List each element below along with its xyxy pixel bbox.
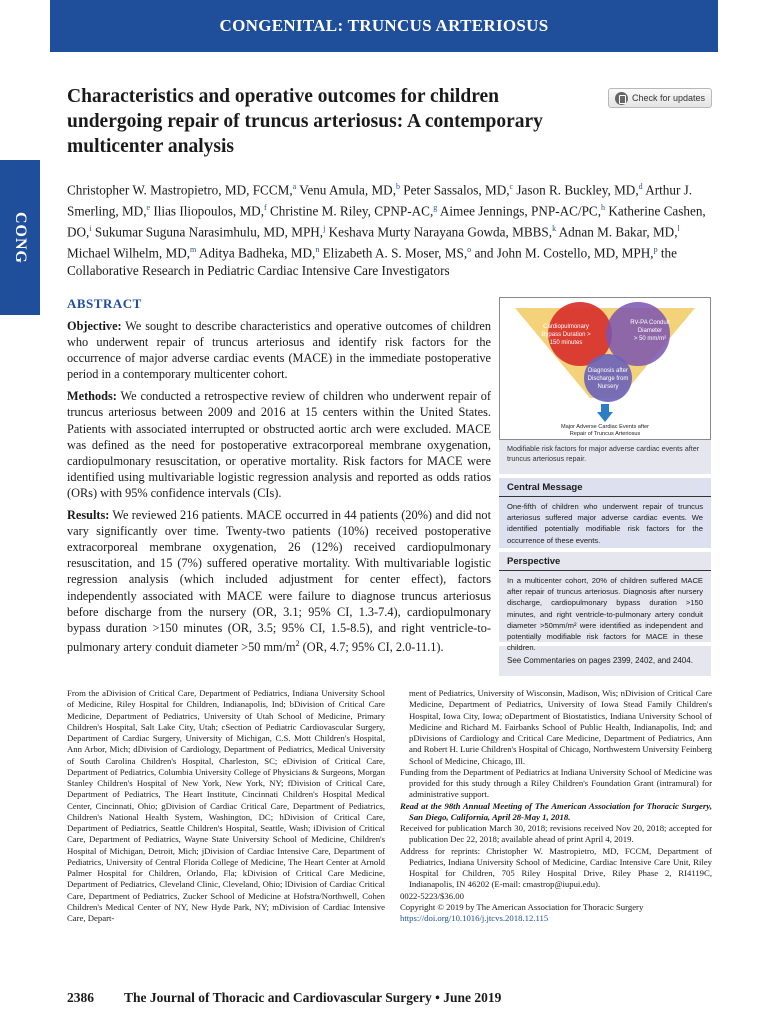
perspective-heading: Perspective — [499, 552, 711, 571]
author-name: Elizabeth A. S. Moser, MS, — [319, 245, 468, 261]
author-affiliation-mark: a — [292, 182, 297, 191]
author-name: and John M. Costello, MD, MPH, — [471, 245, 654, 261]
author-affiliation-mark: g — [433, 202, 438, 212]
methods-text: We conducted a retrospective review of children who underwent repair of truncus arteriosus between 2009 and 2016 at 15 centers within the United States. Patients with associated interrupted or obstructed aortic arch were excluded. MACE was defined as the need for postoperative extracorporeal membrane oxygenation, cardiopulmonary resuscitation, or operative mortality. Risk factors for MACE were identified using multivariable logistic regression analysis and reported as odds ratios (ORs) with 95% confidence intervals (CIs). — [67, 389, 491, 500]
graphical-abstract-figure — [500, 298, 710, 439]
page-footer — [67, 990, 707, 1006]
outcome-label-2: Repair of Truncus Arteriosus — [569, 431, 641, 437]
author-name: Aimee Jennings, PNP-AC/PC, — [437, 203, 602, 219]
copyright: Copyright © 2019 by The American Association for Thoracic Surgery — [400, 901, 644, 912]
funding-note: Funding from the Department of Pediatrics at Indiana University School of Medicine was provided for this study through a Riley Children's Foundation Grant (intramural) for administrative support. — [400, 766, 712, 800]
author-affiliation-mark: k — [552, 223, 557, 233]
check-for-updates-label: Check for updates — [632, 93, 706, 103]
abstract-methods — [67, 388, 491, 501]
meeting-note-text: Read at the 98th Annual Meeting of The American Association for Thoracic Surgery, San Diego, California, April 28-May 1, 2018. — [400, 800, 712, 822]
bypass-label-3: 150 minutes — [549, 340, 583, 346]
received-note: Received for publication March 30, 2018; revisions received Nov 20, 2018; accepted for publication Dec 22, 2018; available ahead of print April 4, 2019. — [400, 823, 712, 845]
author-name: Aditya Badheka, MD, — [196, 245, 316, 261]
author-affiliation-mark: l — [677, 223, 680, 233]
conduit-label-2: Diameter — [637, 328, 663, 334]
results-superscript: 2 — [295, 638, 300, 648]
results-text: We reviewed 216 patients. MACE occurred in 44 patients (20%) and did not vary significantly over time. Twenty-two patients (10%) received postoperative extracorporeal membrane oxygenation, 26 (12%) received cardiopulmonary resuscitation, and 15 (7%) suffered operative mortality. With multivariable logistic regression analysis (which included adjustment for center effect), factors independently associated with MACE were failure to diagnose truncus arteriosus before discharge from the nursery (OR, 3.1; 95% CI, 1.3-7.4), cardiopulmonary bypass duration >150 minutes (OR, 3.5; 95% CI, 1.5-8.5), and right ventricle-to-pulmonary artery conduit diameter >50 mm/m — [67, 508, 491, 654]
meeting-note — [400, 801, 712, 824]
central-message-heading: Central Message — [499, 478, 711, 497]
author-name: Venu Amula, MD, — [296, 182, 396, 198]
author-list — [67, 178, 707, 280]
commentaries-note: See Commentaries on pages 2399, 2402, and 2404. — [499, 646, 711, 676]
reprint-address: Address for reprints: Christopher W. Mastropietro, MD, FCCM, Department of Pediatrics, Indiana University School of Medicine, Cardiac Intensive Care Unit, Riley Hospital for Children, 705 Riley Hospital Drive, Riley Phase 2, RI4119C, Indianapolis, IN 46202 (E-mail: cmastrop@iupui.edu). — [400, 845, 712, 890]
journal-issue: The Journal of Thoracic and Cardiovascular Surgery • June 2019 — [124, 990, 502, 1005]
author-affiliation-mark: i — [89, 223, 92, 233]
article-title: Characteristics and operative outcomes for children undergoing repair of truncus arteriosus: A contemporary multicenter analysis — [67, 86, 543, 157]
author-name: Katherine Cashen, DO, — [67, 203, 706, 240]
author-name: Christopher W. Mastropietro, MD, FCCM, — [67, 182, 293, 198]
article-notes — [400, 688, 712, 924]
methods-label: Methods: — [67, 389, 117, 404]
abstract-body — [67, 318, 491, 661]
author-name: the Collaborative Research in Pediatric Cardiac Intensive Care Investigators — [67, 245, 678, 278]
author-affiliation-mark: c — [509, 182, 514, 191]
page-number: 2386 — [67, 990, 94, 1005]
section-banner-label: CONGENITAL: TRUNCUS ARTERIOSUS — [219, 16, 549, 35]
central-message-text: One-fifth of children who underwent repair of truncus arteriosus suffered major adverse cardiac events. We identified potentially modifiable risk factors for the occurrence of these events. — [507, 502, 703, 545]
conduit-label-1: RV-PA Conduit — [630, 320, 670, 326]
bypass-label-2: Bypass Duration > — [541, 332, 591, 338]
check-for-updates-button[interactable] — [608, 88, 712, 108]
affiliations-footnote: From the aDivision of Critical Care, Department of Pediatrics, Indiana University School of Medicine, Riley Hospital for Children, Indianapolis, Ind; bDivision of Critical Care Medicine, Department of Pediatrics, University of Utah School of Medicine, Primary Children's Hospital, Salt Lake City, Utah; cSection of Pediatric Cardiovascular Surgery, Department of Cardiac Surgery, University of Michigan, C.S. Mott Children's Hospital, Ann Arbor, Mich; dDivision of Cardiology, Department of Pediatrics, Medical University of South Carolina Children's Hospital, Charleston, SC; eDivision of Critical Care, Department of Pediatrics, Columbia University College of Physicians & Surgeons, Morgan Stanley Children's Hospital of New York, New York, NY; fDivision of Critical Care, Department of Pediatrics, The Heart Institute, Cincinnati Children's Hospital Medical Center, Cincinnati, Ohio; gDivision of Cardiac Critical Care, Department of Pediatrics, Children's National Health System, Washington, DC; hDivision of Critical Care, Department of Pediatrics, Seattle Children's Hospital, Seattle, Wash; iDivision of Critical Care, Department of Pediatrics, Wayne State University School of Medicine, Children's Hospital of Michigan, Detroit, Mich; jDivision of Cardiac Intensive Care, Department of Pediatrics, University of Central Florida College of Medicine, The Heart Center at Arnold Palmer Hospital for Children, Orlando, Fla; kDivision of Critical Care Medicine, Department of Pediatrics, Cleveland Clinic, Cleveland, Ohio; lDivision of Cardiac Critical Care, Department of Pediatrics, Zucker School of Medicine at Hofstra/Northwell, Cohen Children's Medical Center of NY, New Hyde Park, NY; mDivision of Cardiac Intensive Care, Depart- — [67, 688, 385, 923]
graphical-abstract-caption: Modifiable risk factors for major adverse cardiac events after truncus arteriosus repair. — [499, 440, 711, 474]
section-side-tab — [0, 160, 40, 315]
issn: 0022-5223/$36.00 — [400, 890, 464, 901]
author-name: Adnan M. Bakar, MD, — [556, 224, 678, 240]
author-affiliation-mark: f — [264, 202, 267, 212]
nursery-label-3: Nursery — [597, 384, 619, 390]
author-affiliation-mark: o — [467, 244, 472, 254]
author-name: Sukumar Suguna Narasimhulu, MD, MPH, — [91, 224, 324, 240]
section-side-tab-label: CONG — [12, 211, 29, 264]
perspective-box — [499, 552, 711, 653]
abstract-heading: ABSTRACT — [67, 296, 142, 311]
author-affiliation-mark: j — [323, 223, 326, 233]
doi-link[interactable]: https://doi.org/10.1016/j.jtcvs.2018.12.115 — [400, 913, 549, 923]
author-name: Ilias Iliopoulos, MD, — [150, 203, 264, 219]
bypass-label-1: Cardiopulmonary — [543, 324, 589, 330]
nursery-label-1: Diagnosis after — [587, 368, 629, 374]
author-name: Arthur J. Smerling, MD, — [67, 182, 693, 219]
outcome-label-1: Major Adverse Cardiac Events after — [561, 424, 649, 430]
section-banner — [50, 0, 718, 52]
results-text-end: (OR, 4.7; 95% CI, 2.0-11.1). — [299, 639, 444, 654]
author-name: Christine M. Riley, CPNP-AC, — [266, 203, 434, 219]
sidebar-panel — [499, 297, 711, 676]
abstract-objective — [67, 318, 491, 382]
conduit-label-3: > 50 mm/m² — [633, 336, 667, 342]
nursery-label-2: Discharge from — [587, 376, 629, 382]
author-affiliation-mark: m — [190, 244, 197, 254]
author-name: Keshava Murty Narayana Gowda, MBBS, — [325, 224, 553, 240]
objective-text: We sought to describe characteristics and operative outcomes of children who underwent repair of truncus arteriosus and identify risk factors for the occurrence of major adverse cardiac events (MACE) in the immediate postoperative period in a contemporary multicenter cohort. — [67, 319, 491, 382]
author-name: Michael Wilhelm, MD, — [67, 245, 191, 261]
author-affiliation-mark: p — [653, 244, 658, 254]
author-affiliation-mark: h — [601, 202, 606, 212]
author-affiliation-mark: d — [638, 182, 643, 191]
results-label: Results: — [67, 508, 110, 523]
author-affiliation-mark: b — [396, 182, 400, 191]
abstract-results — [67, 507, 491, 655]
objective-label: Objective: — [67, 319, 122, 333]
graphical-abstract[interactable] — [499, 297, 711, 440]
author-affiliation-mark: e — [146, 202, 151, 212]
author-name: Jason R. Buckley, MD, — [513, 182, 639, 198]
perspective-text: In a multicenter cohort, 20% of children suffered MACE after repair of truncus arteriosus. Diagnosis after nursery discharge, cardiopulmonary bypass duration >150 minutes, and right ventricle-to-pulmonary artery conduit diameter >50mm/m² were identified as independent and potentially modifiable risk factors for MACE in these children. — [507, 576, 703, 653]
author-affiliation-mark: n — [315, 244, 320, 254]
author-name: Peter Sassalos, MD, — [400, 182, 510, 198]
affiliations-continued: ment of Pediatrics, University of Wisconsin, Madison, Wis; nDivision of Critical Care Medicine, Department of Pediatrics, University of Iowa Stead Family Children's Hospital, Iowa City, Iowa; oDepartment of Biostatistics, Indiana University School of Medicine and Richard M. Fairbanks School of Public Health, Indianapolis, Ind; and pDivisions of Cardiology and Critical Care Medicine, Department of Pediatrics, Ann and Robert H. Lurie Children's Hospital of Chicago, Northwestern University Feinberg School of Medicine, Chicago, Ill. — [409, 688, 712, 766]
central-message-box — [499, 478, 711, 548]
bookmark-icon — [615, 92, 628, 105]
down-arrow-icon — [597, 404, 613, 422]
